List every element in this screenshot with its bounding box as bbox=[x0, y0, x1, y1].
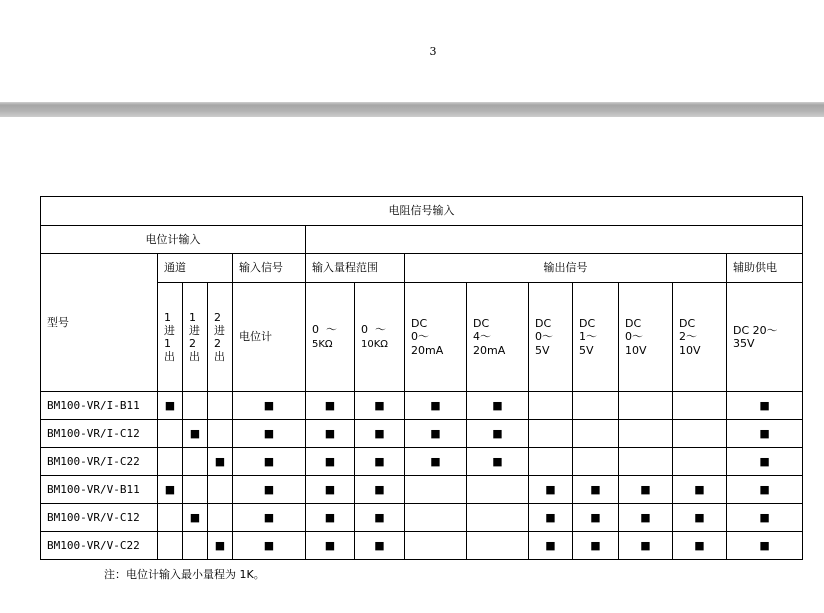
mark-cell: ■ bbox=[405, 420, 467, 448]
empty-cell bbox=[673, 448, 727, 476]
mark-cell: ■ bbox=[529, 504, 573, 532]
mark-cell: ■ bbox=[306, 392, 355, 420]
mark-cell: ■ bbox=[355, 504, 405, 532]
mark-cell: ■ bbox=[727, 448, 803, 476]
channel-cell: 1 进 2 出 bbox=[183, 283, 208, 392]
mark-cell: ■ bbox=[673, 532, 727, 560]
empty-cell bbox=[529, 420, 573, 448]
output-cell: DC 4～ 20mA bbox=[467, 283, 529, 392]
output-cell: DC 0～ 10V bbox=[619, 283, 673, 392]
output-cell: DC 1～ 5V bbox=[573, 283, 619, 392]
model-cell: BM100-VR/V-B11 bbox=[41, 476, 158, 504]
empty-cell bbox=[467, 476, 529, 504]
empty-cell bbox=[183, 532, 208, 560]
aux-power-cell: DC 20～ 35V bbox=[727, 283, 803, 392]
mark-cell: ■ bbox=[306, 476, 355, 504]
empty-cell bbox=[158, 420, 183, 448]
mark-cell: ■ bbox=[619, 476, 673, 504]
empty-cell bbox=[573, 448, 619, 476]
empty-cell bbox=[208, 420, 233, 448]
empty-cell bbox=[183, 476, 208, 504]
input-signal-header: 输入信号 bbox=[233, 254, 306, 283]
empty-cell bbox=[467, 504, 529, 532]
potentiometer-input-header: 电位计输入 bbox=[41, 226, 306, 254]
output-cell: DC 0～ 5V bbox=[529, 283, 573, 392]
table-row bbox=[41, 476, 803, 504]
mark-cell: ■ bbox=[405, 448, 467, 476]
channel-cell: 1 进 1 出 bbox=[158, 283, 183, 392]
table-title: 电阻信号输入 bbox=[41, 197, 803, 226]
table-row bbox=[41, 504, 803, 532]
empty-cell bbox=[619, 448, 673, 476]
mark-cell: ■ bbox=[355, 476, 405, 504]
mark-cell: ■ bbox=[233, 532, 306, 560]
table-row bbox=[41, 420, 803, 448]
header-bar bbox=[0, 102, 824, 117]
empty-cell bbox=[529, 448, 573, 476]
mark-cell: ■ bbox=[405, 392, 467, 420]
mark-cell: ■ bbox=[529, 532, 573, 560]
mark-cell: ■ bbox=[727, 392, 803, 420]
model-cell: BM100-VR/V-C12 bbox=[41, 504, 158, 532]
footnote: 注：电位计输入最小量程为 1K。 bbox=[104, 568, 265, 581]
empty-cell bbox=[158, 504, 183, 532]
empty-cell bbox=[405, 476, 467, 504]
input-range-header: 输入量程范围 bbox=[306, 254, 405, 283]
mark-cell: ■ bbox=[183, 420, 208, 448]
model-cell: BM100-VR/V-C22 bbox=[41, 532, 158, 560]
mark-cell: ■ bbox=[529, 476, 573, 504]
model-cell: BM100-VR/I-C22 bbox=[41, 448, 158, 476]
table-row bbox=[41, 532, 803, 560]
empty-cell bbox=[158, 448, 183, 476]
range-cell: 0 ～ 5KΩ bbox=[306, 283, 355, 392]
mark-cell: ■ bbox=[208, 532, 233, 560]
blank-header-cell bbox=[306, 226, 803, 254]
empty-cell bbox=[529, 392, 573, 420]
mark-cell: ■ bbox=[208, 448, 233, 476]
mark-cell: ■ bbox=[306, 532, 355, 560]
empty-cell bbox=[405, 532, 467, 560]
table-row bbox=[41, 448, 803, 476]
mark-cell: ■ bbox=[233, 504, 306, 532]
empty-cell bbox=[208, 504, 233, 532]
empty-cell bbox=[183, 448, 208, 476]
mark-cell: ■ bbox=[673, 504, 727, 532]
mark-cell: ■ bbox=[233, 420, 306, 448]
spec-table bbox=[40, 196, 803, 560]
mark-cell: ■ bbox=[355, 420, 405, 448]
channel-header: 通道 bbox=[158, 254, 233, 283]
mark-cell: ■ bbox=[183, 504, 208, 532]
mark-cell: ■ bbox=[355, 532, 405, 560]
mark-cell: ■ bbox=[158, 392, 183, 420]
empty-cell bbox=[405, 504, 467, 532]
mark-cell: ■ bbox=[233, 392, 306, 420]
empty-cell bbox=[573, 420, 619, 448]
empty-cell bbox=[673, 420, 727, 448]
mark-cell: ■ bbox=[467, 448, 529, 476]
empty-cell bbox=[619, 420, 673, 448]
mark-cell: ■ bbox=[727, 420, 803, 448]
mark-cell: ■ bbox=[573, 504, 619, 532]
mark-cell: ■ bbox=[727, 476, 803, 504]
empty-cell bbox=[619, 392, 673, 420]
mark-cell: ■ bbox=[619, 532, 673, 560]
mark-cell: ■ bbox=[306, 448, 355, 476]
mark-cell: ■ bbox=[467, 392, 529, 420]
output-signal-header: 输出信号 bbox=[405, 254, 727, 283]
empty-cell bbox=[573, 392, 619, 420]
model-cell: BM100-VR/I-C12 bbox=[41, 420, 158, 448]
mark-cell: ■ bbox=[306, 504, 355, 532]
empty-cell bbox=[183, 392, 208, 420]
mark-cell: ■ bbox=[233, 476, 306, 504]
empty-cell bbox=[208, 392, 233, 420]
mark-cell: ■ bbox=[306, 420, 355, 448]
mark-cell: ■ bbox=[673, 476, 727, 504]
mark-cell: ■ bbox=[573, 476, 619, 504]
mark-cell: ■ bbox=[467, 420, 529, 448]
output-cell: DC 0～ 20mA bbox=[405, 283, 467, 392]
empty-cell bbox=[673, 392, 727, 420]
model-header: 型号 bbox=[41, 254, 158, 392]
mark-cell: ■ bbox=[355, 392, 405, 420]
channel-cell: 2 进 2 出 bbox=[208, 283, 233, 392]
page-number: 3 bbox=[429, 45, 437, 58]
range-cell: 0 ～ 10KΩ bbox=[355, 283, 405, 392]
mark-cell: ■ bbox=[233, 448, 306, 476]
mark-cell: ■ bbox=[727, 532, 803, 560]
empty-cell bbox=[208, 476, 233, 504]
mark-cell: ■ bbox=[355, 448, 405, 476]
empty-cell bbox=[158, 532, 183, 560]
mark-cell: ■ bbox=[727, 504, 803, 532]
model-cell: BM100-VR/I-B11 bbox=[41, 392, 158, 420]
mark-cell: ■ bbox=[619, 504, 673, 532]
output-cell: DC 2～ 10V bbox=[673, 283, 727, 392]
input-signal-value: 电位计 bbox=[233, 283, 306, 392]
empty-cell bbox=[467, 532, 529, 560]
mark-cell: ■ bbox=[158, 476, 183, 504]
mark-cell: ■ bbox=[573, 532, 619, 560]
aux-power-header: 辅助供电 bbox=[727, 254, 803, 283]
table-row bbox=[41, 392, 803, 420]
